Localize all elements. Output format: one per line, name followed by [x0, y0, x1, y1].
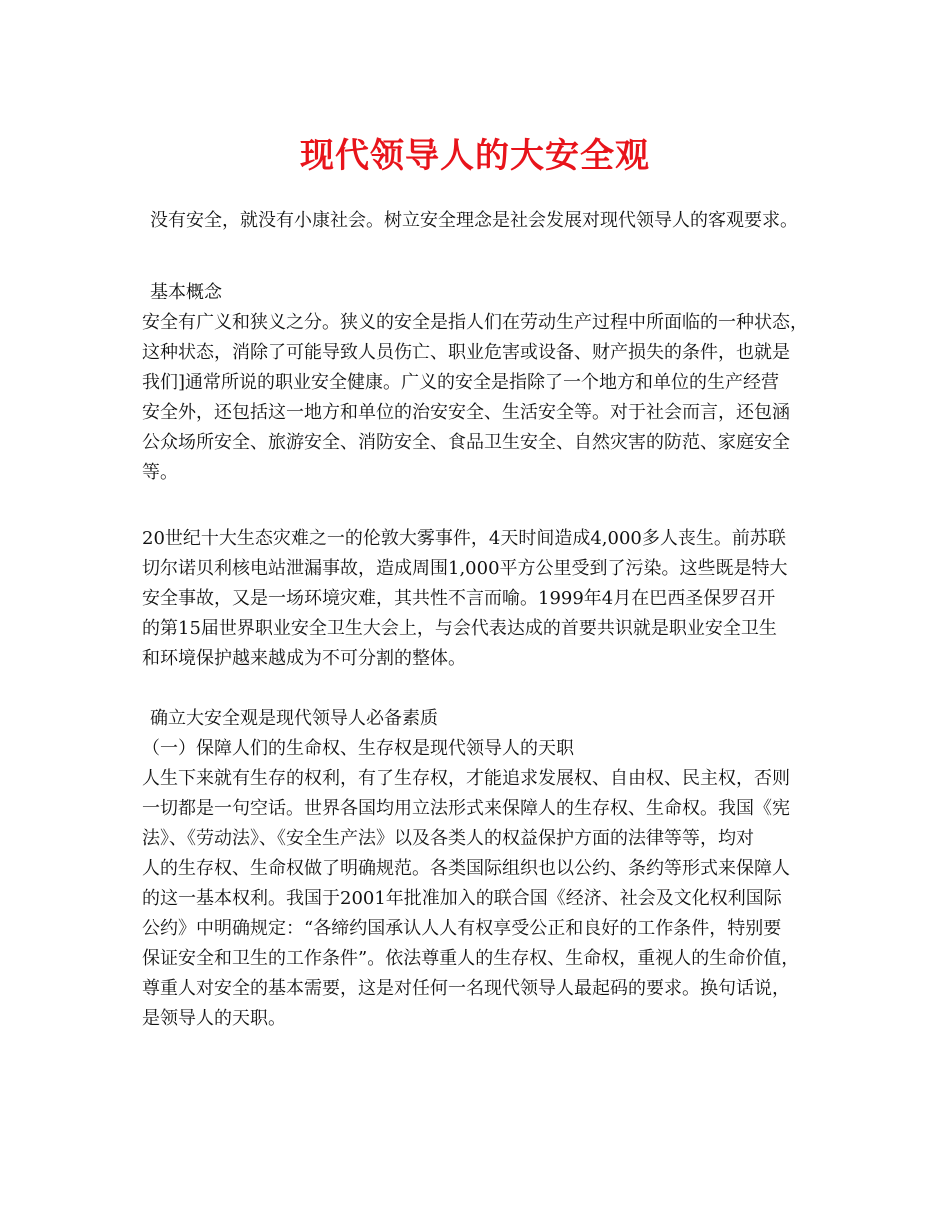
text-line: 保证安全和卫生的工作条件”。依法尊重人的生存权、生命权，重视人的生命价值，	[142, 948, 800, 969]
text-line: 公众场所安全、旅游安全、消防安全、食品卫生安全、自然灾害的防范、家庭安全	[142, 432, 790, 453]
text-line: 人生下来就有生存的权利，有了生存权，才能追求发展权、自由权、民主权，否则	[142, 768, 790, 789]
text-line: 20世纪十大生态灾难之一的伦敦大雾事件，4天时间造成4,000多人丧生。前苏联	[142, 528, 786, 549]
text-line: 这种状态，消除了可能导致人员伤亡、职业危害或设备、财产损失的条件，也就是	[142, 342, 790, 363]
text-line: 和环境保护越来越成为不可分割的整体。	[142, 648, 466, 669]
text-line: 安全事故，又是一场环境灾难，其共性不言而喻。1999年4月在巴西圣保罗召开	[142, 588, 776, 609]
text-line: 一切都是一句空话。世界各国均用立法形式来保障人的生存权、生命权。我国《宪	[142, 798, 790, 819]
text-line: 公约》中明确规定：“各缔约国承认人人有权享受公正和良好的工作条件，特别要	[142, 918, 782, 939]
text-line: 的这一基本权利。我国于2001年批准加入的联合国《经济、社会及文化权利国际	[142, 888, 782, 909]
text-line: 人的生存权、生命权做了明确规范。各类国际组织也以公约、条约等形式来保障人	[142, 858, 790, 879]
text-line: 切尔诺贝利核电站泄漏事故，造成周围1,000平方公里受到了污染。这些既是特大	[142, 558, 788, 579]
text-line: 等。	[142, 462, 178, 483]
intro-line: 没有安全，就没有小康社会。树立安全理念是社会发展对现代领导人的客观要求。	[150, 210, 798, 231]
text-line: 我们]通常所说的职业安全健康。广义的安全是指除了一个地方和单位的生产经营	[142, 372, 780, 393]
text-line: 尊重人对安全的基本需要，这是对任何一名现代领导人最起码的要求。换句话说，	[142, 978, 790, 999]
section-heading: 确立大安全观是现代领导人必备素质	[150, 708, 438, 729]
text-line: 安全外，还包括这一地方和单位的治安安全、生活安全等。对于社会而言，还包涵	[142, 402, 790, 423]
intro-paragraph	[142, 206, 822, 236]
section-heading-safety-view	[142, 704, 822, 764]
paragraph-disasters	[142, 524, 822, 674]
paragraph-safety-definition	[142, 308, 822, 488]
text-line: 是领导人的天职。	[142, 1008, 286, 1029]
text-line: 安全有广义和狭义之分。狭义的安全是指人们在劳动生产过程中所面临的一种状态，	[142, 312, 808, 333]
section-heading: 基本概念	[150, 282, 222, 303]
page-title: 现代领导人的大安全观	[300, 136, 650, 176]
text-line: 的第15届世界职业安全卫生大会上，与会代表达成的首要共识就是职业安全卫生	[142, 618, 777, 639]
text-line: 法》、《劳动法》、《安全生产法》以及各类人的权益保护方面的法律等等，均对	[142, 828, 754, 849]
section-heading-basic-concepts	[142, 278, 822, 308]
section-subheading: （一）保障人们的生命权、生存权是现代领导人的天职	[142, 738, 574, 759]
paragraph-right-to-life	[142, 764, 822, 1034]
